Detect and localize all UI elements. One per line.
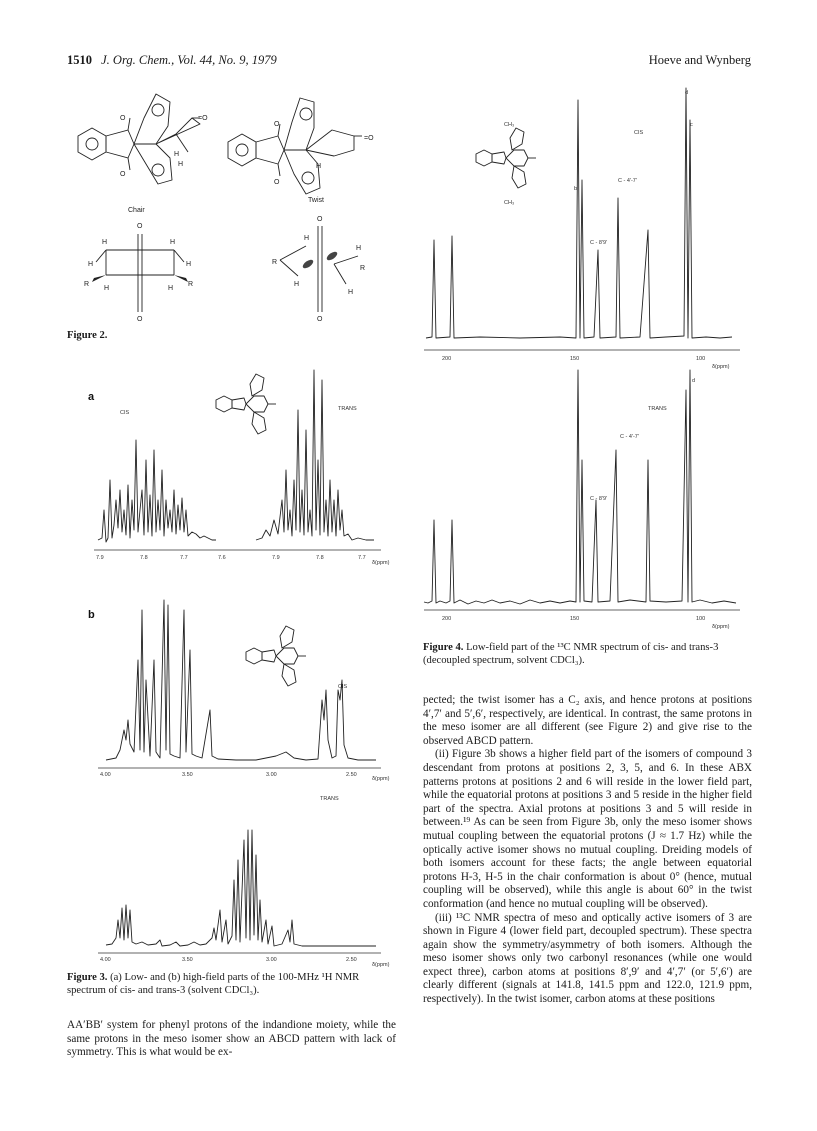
twist-proj-o-top: O [317,216,323,223]
right-column-paragraph-3: (iii) ¹³C NMR spectra of meso and optically active isomers of 3 are shown in Figure 4 (lower field part, decoupled spectrum). These spectra again show the symmetry/asymmetry of both isomers. Although the meso isomer shows only two carbonyl resonances (while one would expect three), carbon atoms at positions 8′,9′ and 4′,7′ (or 5′,6′) are clearly different (signals at 141.8, 141.5 ppm and 122.0, 121.9 ppm, respectively). In the twist isomer, carbon atoms at these positions [423,911,752,1006]
chair-label: Chair [128,207,145,214]
figure-2 [66,80,396,330]
tick-label: 7.6 [218,555,226,561]
figure-3a-cis-tick-labels [96,555,226,561]
chair-proj-h-3: H [88,261,94,268]
tick-label: 150 [570,356,580,362]
right-column-text [423,694,752,1007]
running-header-left [67,53,277,68]
figure-4 [420,80,750,640]
tick-label: 7.9 [272,555,280,561]
chair-proj-o-top: O [137,223,143,230]
twist-carbonyl-o-top: O [274,121,280,128]
figure-4-cis-peak-c: c [690,122,693,128]
twist-proj-h-2: H [356,245,362,252]
twist-h: H [316,163,322,170]
page-number: 1510 [67,53,92,67]
figure-4-cis-tick-labels [442,356,705,362]
chair-ketone-label: =O [198,115,208,122]
figure-3a-trans-label: TRANS [338,406,357,412]
figure-4-trans-peak-d: d [692,378,696,384]
figure-4-cis-ann-c47: C - 4'-7' [618,178,637,184]
left-column-paragraph: AA′BB′ system for phenyl protons of the indandione moiety, while the same protons in the meso isomer show an ABCD pattern with lack of symmetry. This is what would be ex- [67,1019,396,1059]
figure-3a-trans-spectrum [256,370,374,540]
tick-label: 150 [570,616,580,622]
figure-4-trans-axis-unit: δ(ppm) [712,624,730,630]
figure-4-caption-label: Figure 4. [423,642,464,653]
figure-3b-cis-spectrum [106,600,376,760]
figure-3a-axis-unit: δ(ppm) [372,560,390,566]
figure-4-structure-drawing [476,128,536,188]
figure-3-caption [67,972,397,997]
twist-ketone-label: =O [364,135,374,142]
figure-4-trans-label: TRANS [648,406,667,412]
left-column-text [67,1019,396,1060]
figure-3b-trans-spectrum [106,830,376,946]
figure-2-caption-label: Figure 2. [67,330,108,341]
tick-label: 7.9 [96,555,104,561]
figure-4-struct-ch3-top: CH₃ [504,122,515,128]
figure-3a-cis-label: CIS [120,410,130,416]
twist-proj-r-2: R [360,265,366,272]
figure-4-caption-text: Low-field part of the ¹³C NMR spectrum of cis- and trans-3 (decoupled spectrum, solvent CDCl₃). [423,642,719,666]
chair-h-top: H [174,151,180,158]
tick-label: 2.50 [346,772,357,778]
twist-projection [280,226,358,312]
figure-3a-structure-drawing [216,374,276,434]
tick-label: 3.50 [182,772,193,778]
right-column-paragraph-1: pected; the twist isomer has a C₂ axis, and hence protons at positions 4′,7′ and 5′,6′, respectively, are identical. In contrast, the same protons in the meso isomer are all different (see Figure 2) and give rise to the observed ABCD pattern. [423,694,752,747]
tick-label: 100 [696,356,706,362]
figure-4-struct-ch3-bottom: CH₃ [504,200,515,206]
figure-3 [76,360,396,972]
figure-4-trans-spectrum [424,370,736,604]
tick-label: 4.00 [100,957,111,963]
chair-proj-h-4: H [186,261,192,268]
chair-proj-r-1: R [84,281,90,288]
tick-label: 7.8 [316,555,324,561]
figure-4-cis-ann-c89: C - 8'9' [590,240,608,246]
tick-label: 2.50 [346,957,357,963]
figure-3b-trans-label: TRANS [320,796,339,802]
twist-proj-h-4: H [348,289,354,296]
chair-carbonyl-o-bottom: O [120,171,126,178]
tick-label: 200 [442,616,452,622]
chair-carbonyl-o-top: O [120,115,126,122]
chair-proj-h-1: H [102,239,108,246]
chair-proj-h-5: H [104,285,110,292]
tick-label: 3.50 [182,957,193,963]
figure-3-caption-text: (a) Low- and (b) high-field parts of the 100-MHz ¹H NMR spectrum of cis- and trans-3 (solvent CDCl₃). [67,972,360,996]
figure-4-trans-tick-labels [442,616,705,622]
figure-4-cis-spectrum [426,88,732,338]
figure-4-trans-ann-c89: C - 8'9' [590,496,608,502]
tick-label: 3.00 [266,772,277,778]
twist-carbonyl-o-bottom: O [274,179,280,186]
chair-proj-o-bottom: O [137,316,143,323]
figure-3b-cis-tick-labels [100,772,357,778]
figure-4-trans-ann-c47: C - 4'-7' [620,434,639,440]
figure-4-cis-peak-b: b [574,186,578,192]
figure-4-caption [423,642,751,667]
twist-proj-o-bottom: O [317,316,323,323]
figure-3b-trans-axis-unit: δ(ppm) [372,962,390,968]
twist-proj-r-1: R [272,259,278,266]
figure-3b-structure-drawing [246,626,306,686]
tick-label: 4.00 [100,772,111,778]
tick-label: 7.8 [140,555,148,561]
figure-2-caption [67,330,107,343]
journal-citation: J. Org. Chem., Vol. 44, No. 9, 1979 [101,53,277,67]
running-header-authors: Hoeve and Wynberg [648,53,751,67]
chair-structure-drawing [78,94,200,184]
tick-label: 100 [696,616,706,622]
chair-h-bottom: H [178,161,184,168]
chair-proj-h-6: H [168,285,174,292]
figure-3b-cis-label: CIS [338,684,348,690]
figure-3b-axis-unit: δ(ppm) [372,776,390,782]
right-column-paragraph-2: (ii) Figure 3b shows a higher field part of the isomers of compound 3 descendant from protons at positions 2, 3, 5, and 6. In these ABX patterns protons at positions 2 and 6 will reside in the lower field part, while the equatorial protons at positions 3 and 5 reside in the higher field part of the spectra. Axial protons at positions 3 and 5 will reside in between.¹⁹ As can be seen from Figure 3b, only the meso isomer shows mutual coupling between the equatorial protons (J ≈ 1.7 Hz) while the optically active isomer shows no mutual coupling. Dreiding models of both isomers account for these facts; the angle between equatorial protons H-3, H-5 in the chair conformation is about 0° (hence, mutual coupling will be observed), while this angle is about 60° in the twist conformation (and hence no mutual coupling will be observed). [423,748,752,910]
twist-proj-h-3: H [294,281,300,288]
chair-proj-h-2: H [170,239,176,246]
tick-label: 3.00 [266,957,277,963]
figure-3-caption-label: Figure 3. [67,972,108,983]
figure-3b-trans-tick-labels [100,957,357,963]
figure-4-cis-peak-d: d [685,90,689,96]
twist-structure-drawing [228,98,362,194]
figure-3-panel-b-label: b [88,609,95,621]
tick-label: 200 [442,356,452,362]
figure-3a-trans-tick-labels [272,555,366,561]
tick-label: 7.7 [180,555,188,561]
figure-4-cis-label: CIS [634,130,644,136]
twist-label: Twist [308,197,324,204]
figure-3a-cis-spectrum [98,440,216,542]
chair-proj-r-2: R [188,281,194,288]
figure-3-panel-a-label: a [88,391,95,403]
twist-proj-h-1: H [304,235,310,242]
figure-4-cis-axis-unit: δ(ppm) [712,364,730,370]
tick-label: 7.7 [358,555,366,561]
